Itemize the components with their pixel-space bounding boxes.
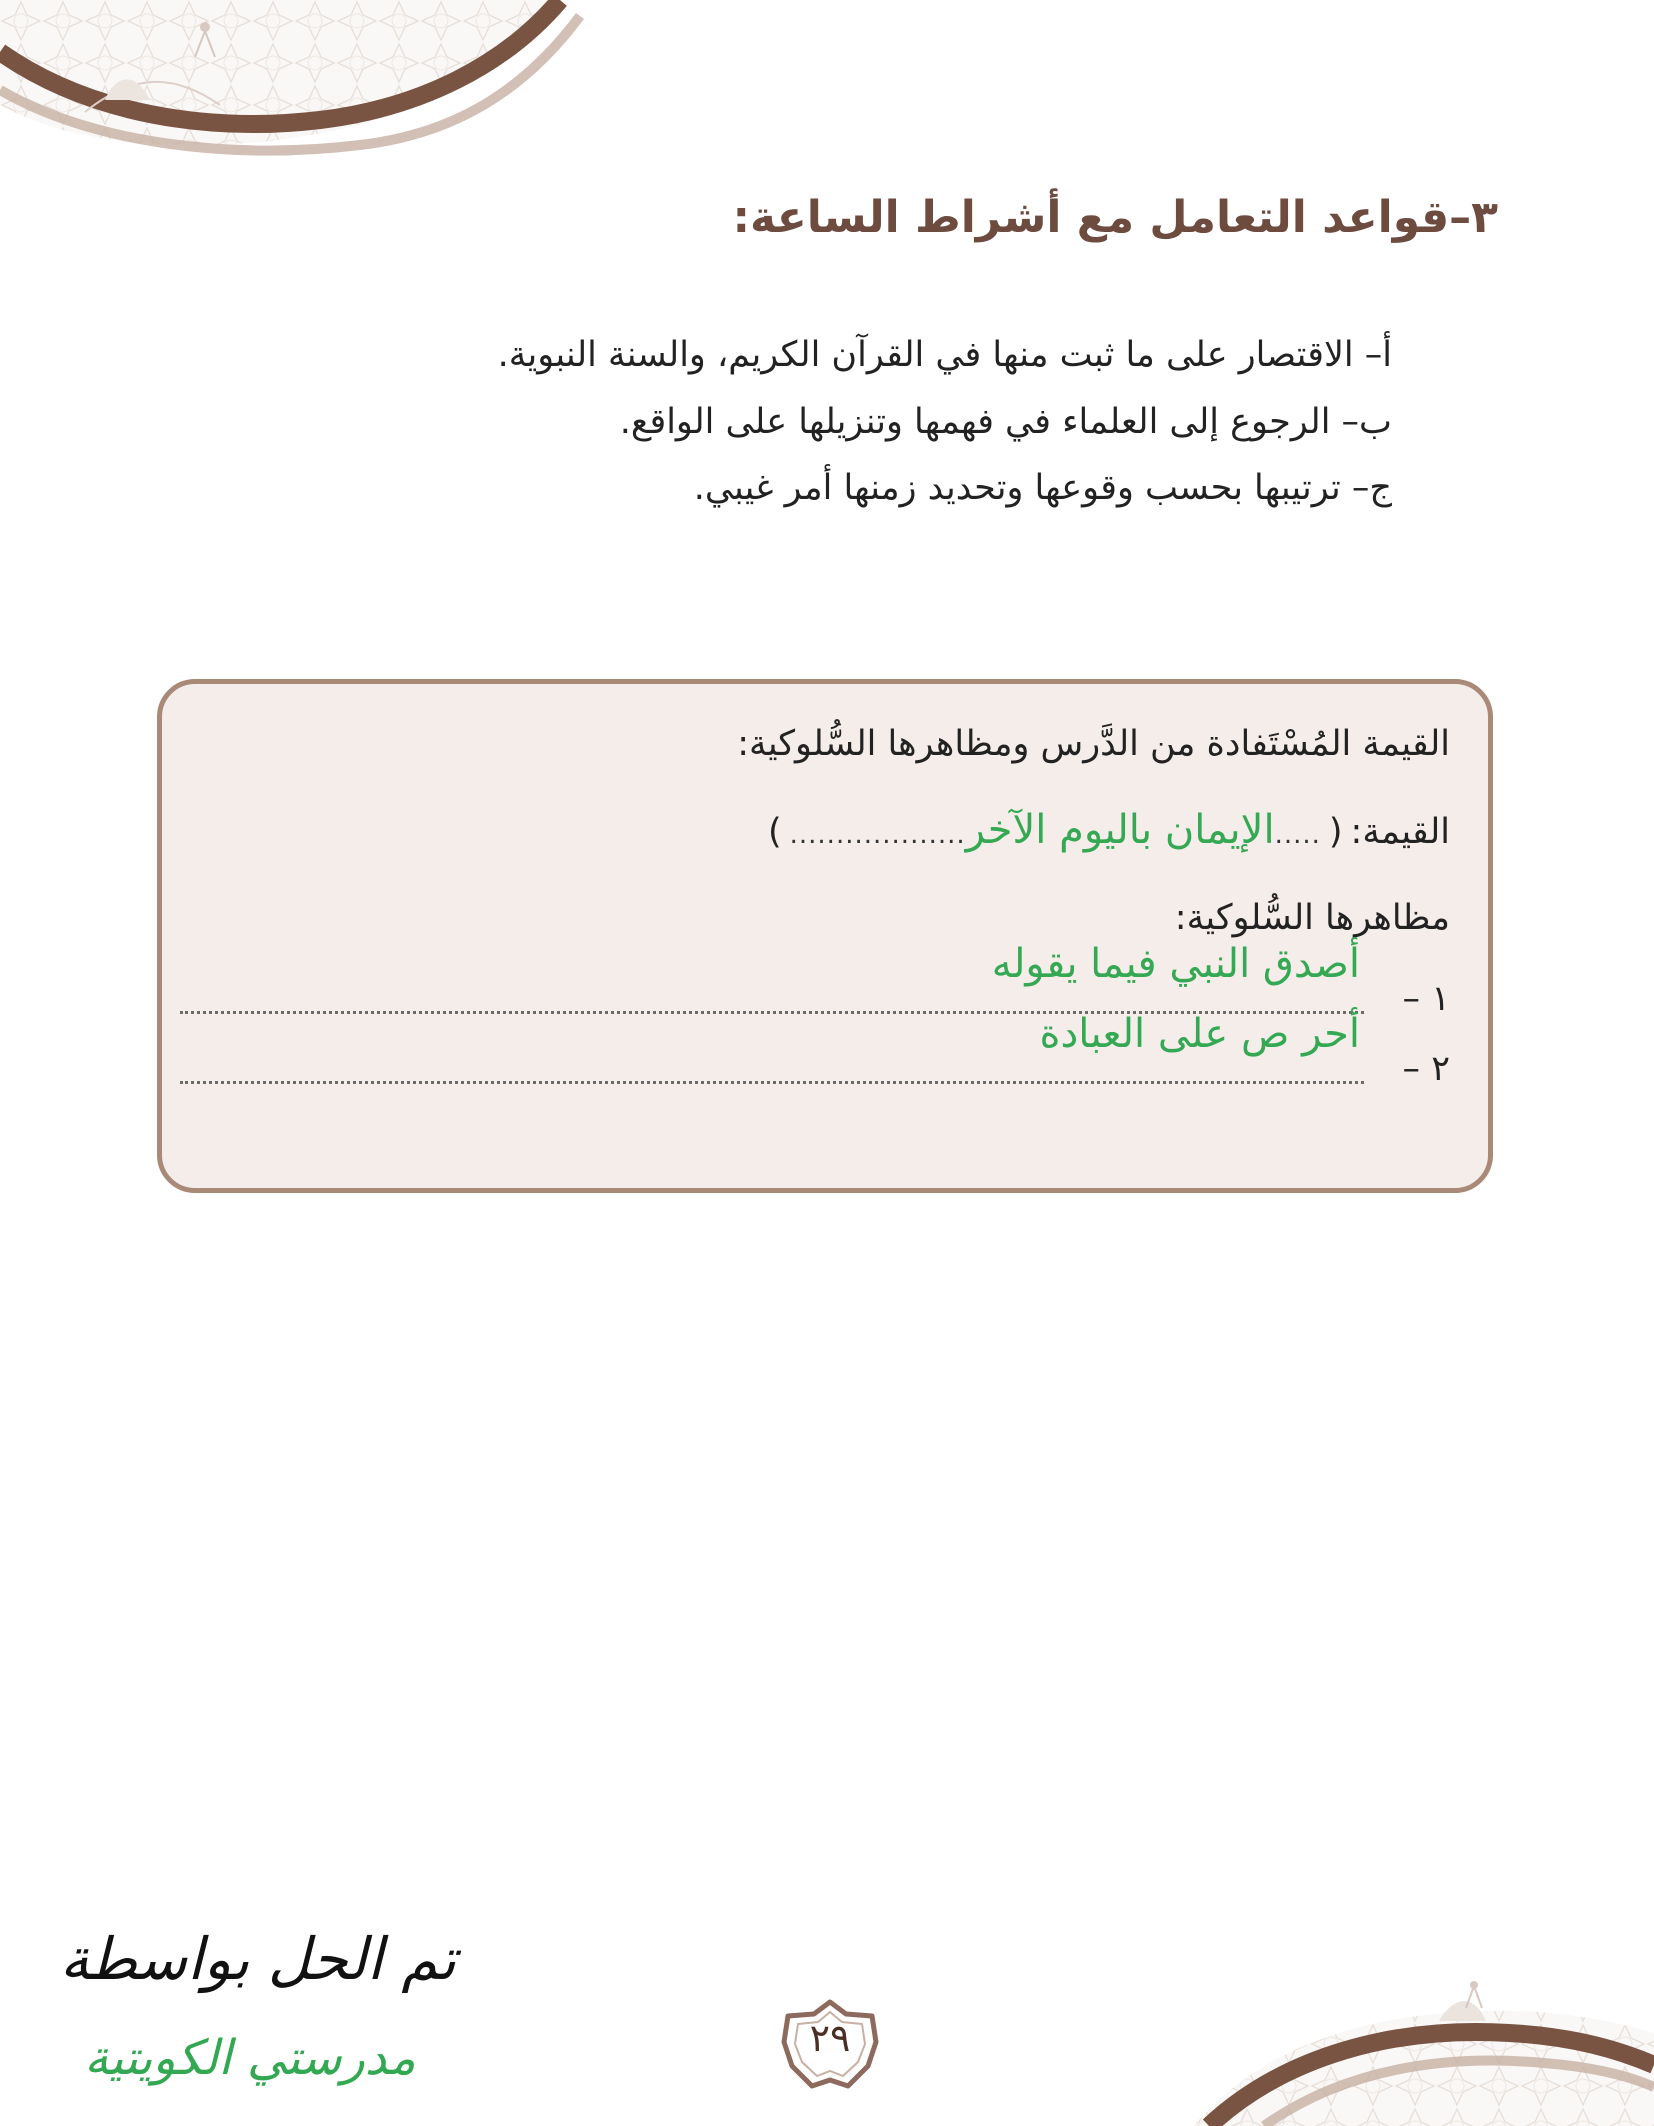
section-heading: ٣–قواعد التعامل مع أشراط الساعة: — [732, 192, 1498, 243]
rule-item: أ– الاقتصار على ما ثبت منها في القرآن الكريم، والسنة النبوية. — [497, 335, 1392, 375]
behavior-item-number: ١ – — [1402, 979, 1450, 1019]
credit-line-1: تم الحل بواسطة — [59, 1925, 457, 1993]
behavior-item-answer[interactable]: أحر ص على العبادة — [1039, 1011, 1360, 1057]
rule-item: ج– ترتيبها بحسب وقوعها وتحديد زمنها أمر غيبي. — [693, 468, 1392, 508]
behavior-item-answer[interactable]: أصدق النبي فيما يقوله — [991, 941, 1360, 987]
behavior-item-row[interactable] — [180, 1011, 1450, 1099]
page-number: ٢٩ — [809, 2016, 851, 2060]
bottom-right-islamic-corner-icon — [1184, 1981, 1654, 2126]
page-number-badge — [780, 1998, 880, 2092]
value-box-heading: القيمة المُسْتَفادة من الدَّرس ومظاهرها السُّلوكية: — [737, 724, 1450, 764]
behavior-label: مظاهرها السُّلوكية: — [1174, 898, 1450, 938]
credit-line-2: مدرستي الكويتية — [84, 2030, 416, 2086]
value-line — [768, 807, 1450, 853]
dotted-answer-line — [180, 1081, 1364, 1084]
value-label: القيمة: — [1350, 812, 1450, 852]
behavior-item-number: ٢ – — [1402, 1049, 1450, 1089]
value-dotted-placeholder: ................... — [789, 820, 966, 850]
value-open-paren: ( — [1328, 812, 1343, 852]
rules-list — [498, 322, 1392, 522]
rule-item: ب– الرجوع إلى العلماء في فهمها وتنزيلها على الواقع. — [619, 401, 1392, 442]
value-dotted-placeholder: ..... — [1274, 820, 1321, 850]
value-answer-area[interactable] — [790, 807, 1321, 853]
value-box — [157, 679, 1493, 1193]
value-close-paren: ) — [767, 812, 782, 852]
top-left-islamic-corner-icon — [0, 0, 600, 170]
value-answer[interactable]: الإيمان باليوم الآخر — [965, 807, 1275, 853]
